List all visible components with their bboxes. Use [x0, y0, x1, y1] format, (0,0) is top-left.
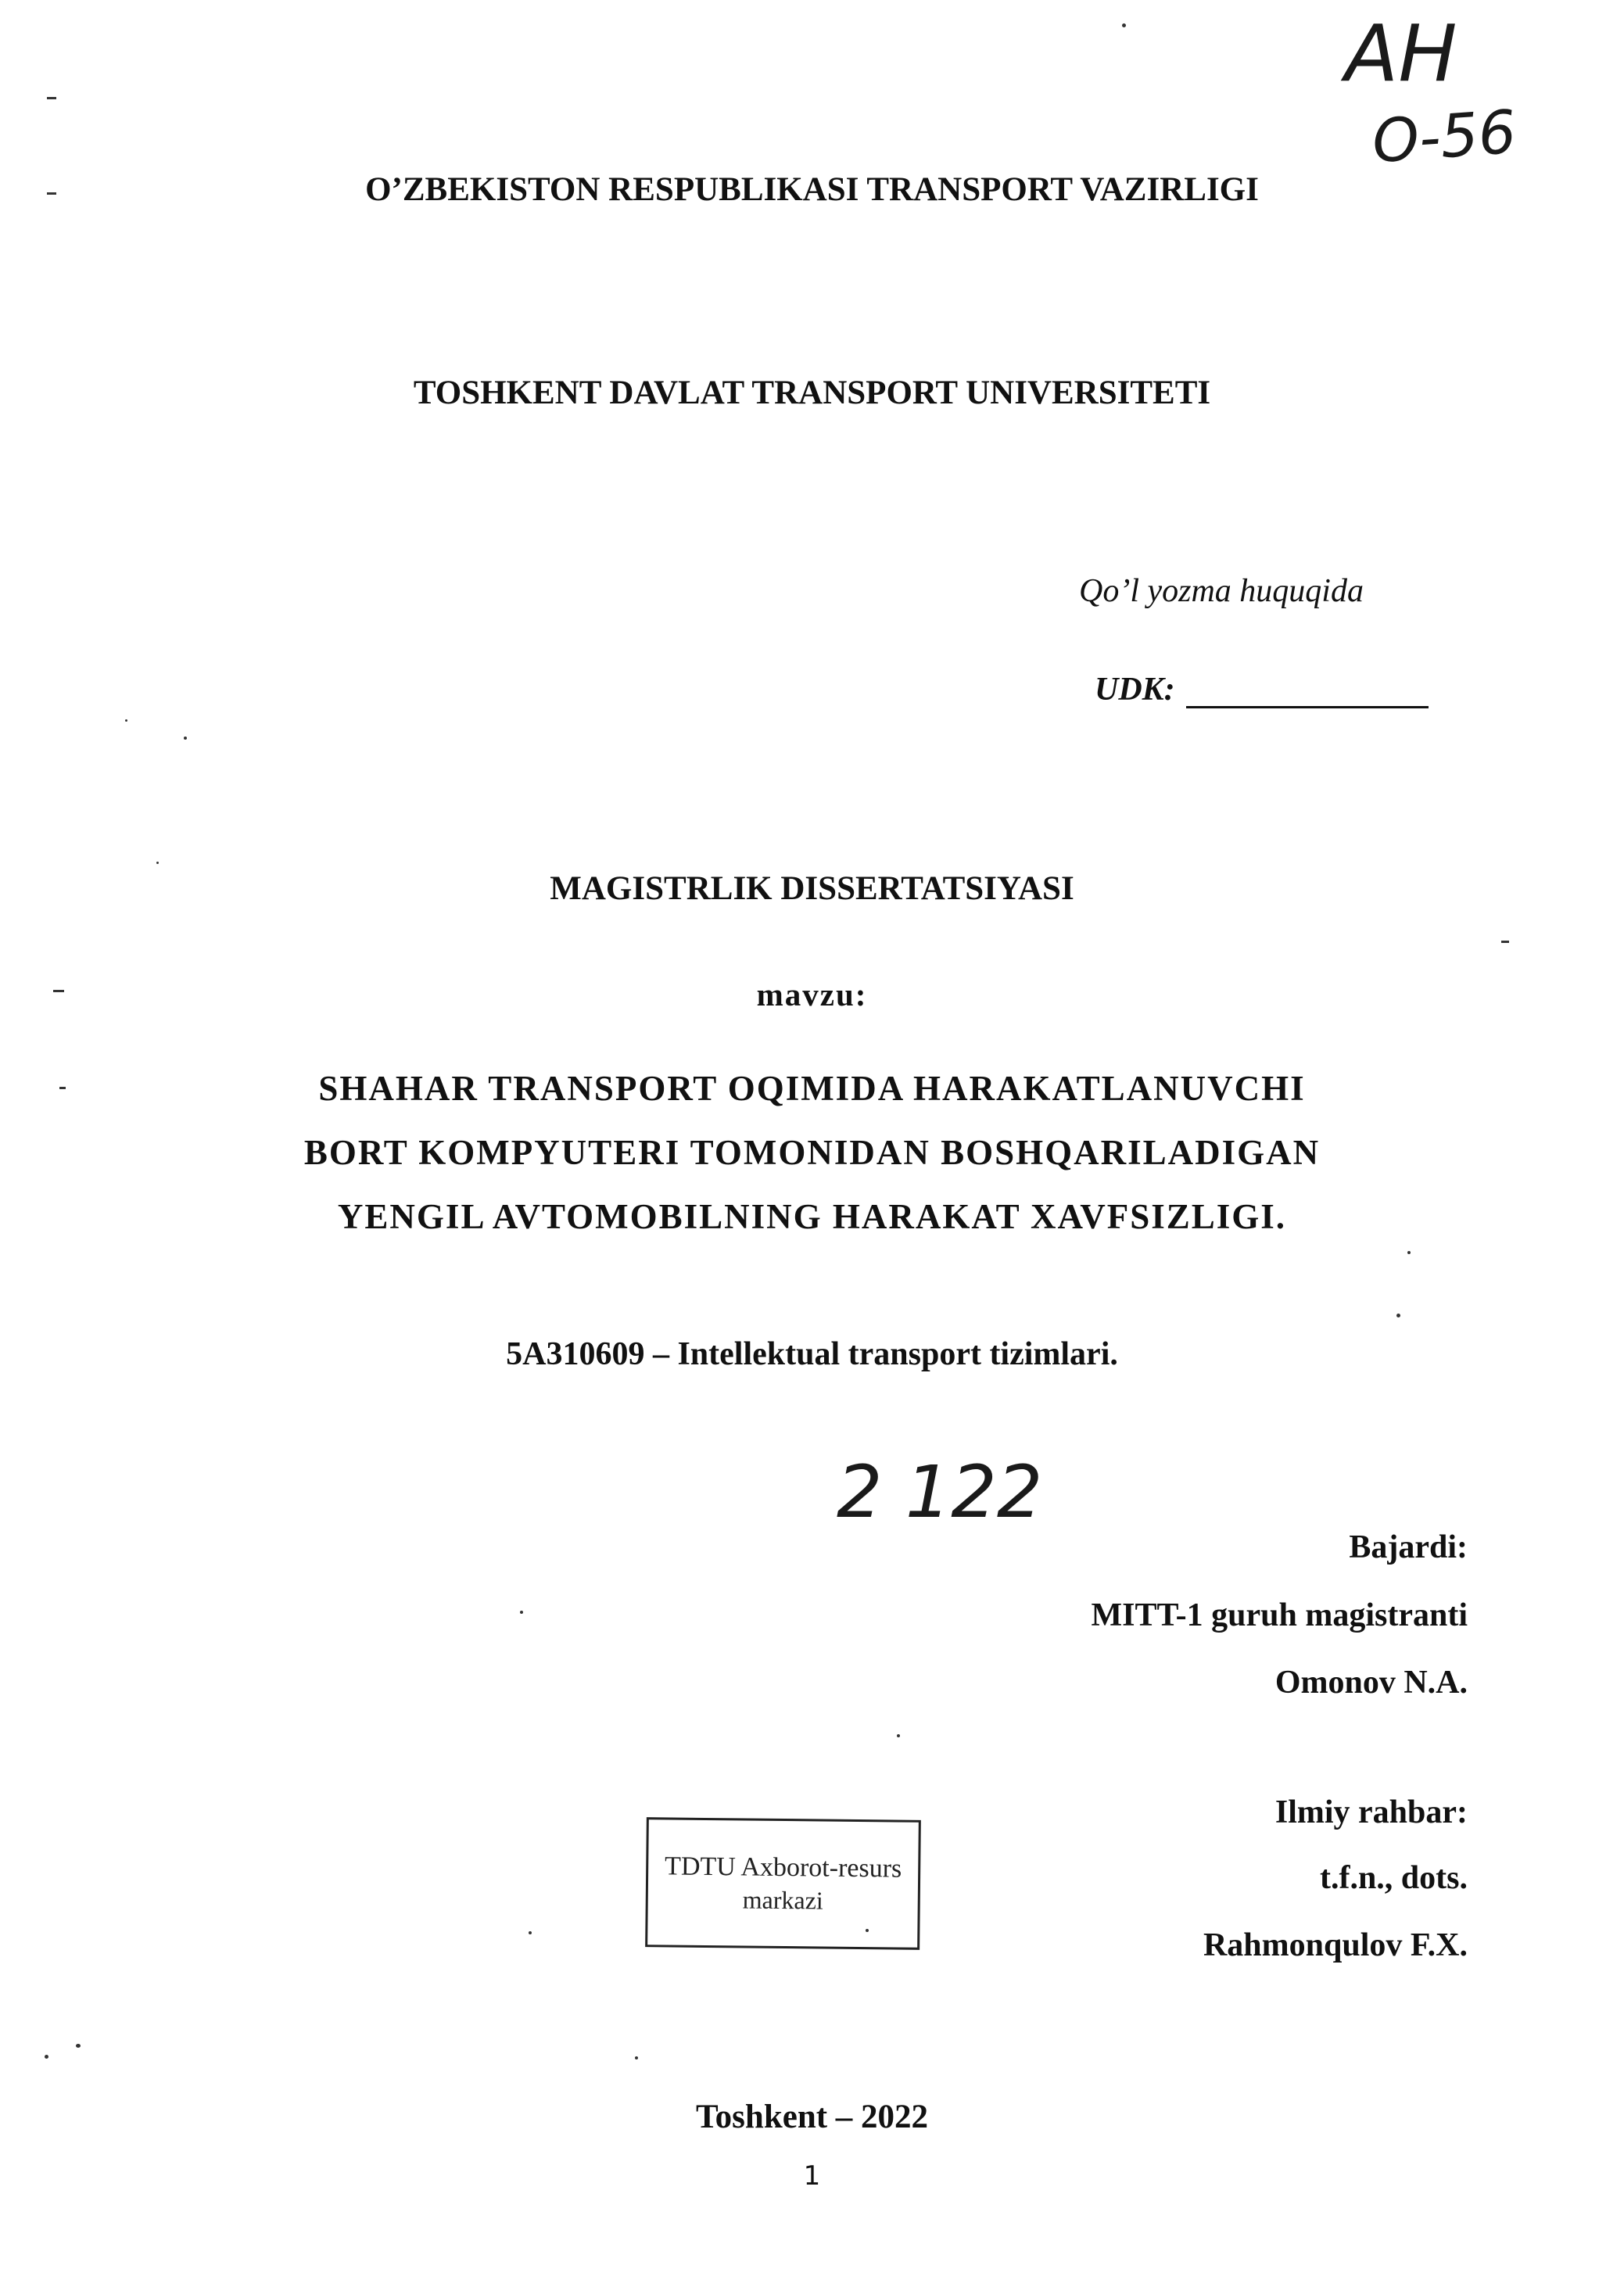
scan-speck [529, 1931, 532, 1934]
scan-speck [897, 1734, 900, 1737]
stamp-line-2: markazi [742, 1884, 823, 1915]
udk-label: UDK: [1095, 672, 1175, 708]
scan-speck [520, 1611, 523, 1614]
handwritten-code-line1: AH [1345, 8, 1457, 99]
ministry-heading: O’ZBEKISTON RESPUBLIKASI TRANSPORT VAZIRLIGI [365, 171, 1259, 208]
thesis-title-line-3: YENGIL AVTOMOBILNING HARAKAT XAVFSIZLIGI. [337, 1197, 1287, 1236]
author-group: MITT-1 guruh magistranti [1091, 1597, 1468, 1633]
scan-speck [1396, 1314, 1400, 1317]
thesis-type: MAGISTRLIK DISSERTATSIYASI [550, 870, 1074, 907]
scan-mark [1501, 941, 1509, 943]
scan-mark [47, 192, 56, 195]
scan-speck [635, 2056, 638, 2059]
scan-speck [156, 862, 159, 864]
scan-speck [45, 2055, 48, 2059]
rights-note: Qo’l yozma huquqida [1079, 573, 1364, 609]
author-name: Omonov N.A. [1274, 1665, 1468, 1701]
specialty: 5A310609 – Intellektual transport tizimlari. [506, 1336, 1118, 1372]
thesis-title-line-1: SHAHAR TRANSPORT OQIMIDA HARAKATLANUVCHI [318, 1069, 1306, 1108]
supervisor-name: Rahmonqulov F.X. [1203, 1927, 1468, 1963]
handwritten-center-mark: 2 122 [837, 1450, 1043, 1534]
udk-blank [1186, 675, 1429, 708]
stamp-line-1: TDTU Axborot-resurs [664, 1851, 902, 1884]
topic-label: mavzu: [756, 977, 868, 1013]
scan-speck [125, 719, 127, 722]
university-heading: TOSHKENT DAVLAT TRANSPORT UNIVERSITETI [413, 375, 1211, 411]
scan-speck [866, 1929, 869, 1932]
thesis-title-line-2: BORT KOMPYUTERI TOMONIDAN BOSHQARILADIGAN [303, 1133, 1321, 1172]
supervisor-label: Ilmiy rahbar: [1274, 1794, 1468, 1830]
supervisor-degree: t.f.n., dots. [1319, 1860, 1468, 1896]
page-number: 1 [803, 2160, 821, 2192]
library-stamp [645, 1817, 921, 1950]
scan-speck [184, 737, 187, 740]
scan-mark [59, 1087, 66, 1089]
scan-speck [1122, 23, 1126, 27]
scan-mark [53, 990, 64, 992]
udk-line [1095, 671, 1429, 708]
scan-speck [1407, 1251, 1411, 1254]
scan-mark [47, 97, 56, 99]
scan-speck [76, 2044, 81, 2048]
handwritten-code-line2: O-56 [1370, 96, 1518, 177]
author-label: Bajardi: [1349, 1529, 1468, 1565]
place-year: Toshkent – 2022 [695, 2099, 929, 2135]
